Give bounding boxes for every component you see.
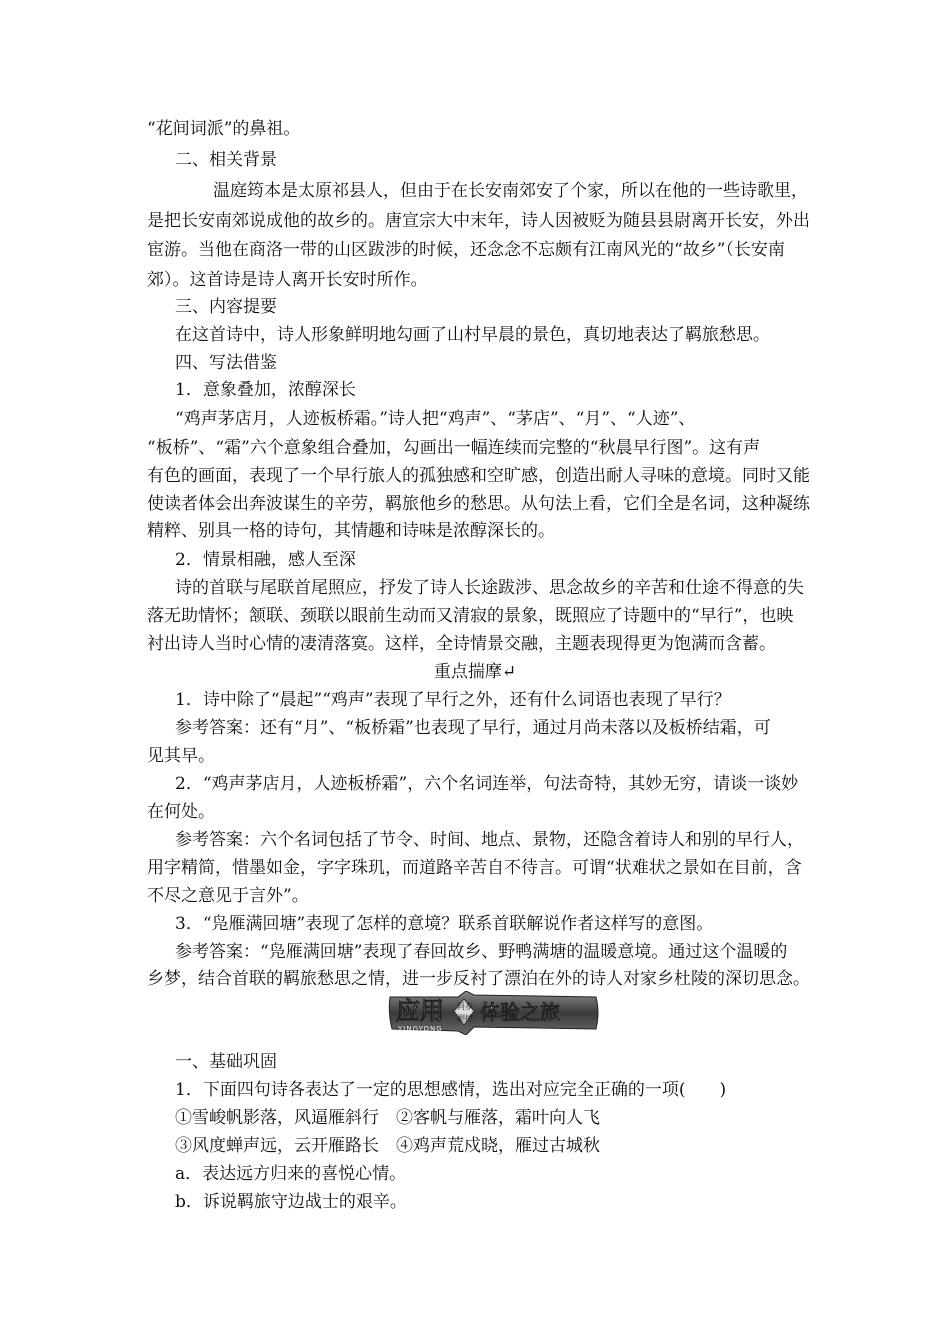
answer-line: 乡梦，结合首联的羁旅愁思之情，进一步反衬了漂泊在外的诗人对家乡杜陵的深切思念。 (147, 969, 810, 989)
text-line: 衬出诗人当时心情的凄清落寞。这样，全诗情景交融，主题表现得更为饱满而含蓄。 (147, 634, 776, 654)
text-line: 诗的首联与尾联首尾照应，抒发了诗人长途跋涉、思念故乡的辛苦和仕途不得意的失 (175, 578, 804, 598)
question-line: 2．“鸡声茅店月，人迹板桥霜”，六个名词连举，句法奇特，其妙无穷，请谈一谈妙 (175, 774, 799, 794)
section-heading: 二、相关背景 (175, 150, 277, 170)
answer-line: 参考答案：还有“月”、“板桥霜”也表现了早行，通过月尚未落以及板桥结霜，可 (175, 718, 771, 738)
text-line: 落无助情怀；颔联、颈联以眼前生动而又清寂的景象，既照应了诗题中的“早行”，也映 (147, 606, 794, 626)
text-line: 使读者体会出奔波谋生的辛劳，羁旅他乡的愁思。从句法上看，它们全是名词，这种凝练 (147, 494, 810, 514)
option-line: ③风度蝉声远，云开雁路长 ④鸡声荒戍晓，雁过古城秋 (175, 1136, 600, 1156)
question-line: 在何处。 (147, 802, 215, 822)
question-line: 3．“凫雁满回塘”表现了怎样的意境？联系首联解说作者这样写的意图。 (175, 914, 714, 934)
sub-heading: 2．情景相融，感人至深 (175, 550, 356, 570)
answer-line: 不尽之意见于言外”。 (147, 886, 309, 906)
question-line: 1．诗中除了“晨起”“鸡声”表现了早行之外，还有什么词语也表现了早行？ (175, 690, 731, 710)
answer-line: 参考答案：“凫雁满回塘”表现了春回故乡、野鸭满塘的温暖意境。通过这个温暖的 (175, 942, 788, 962)
banner-right-text: 体验之旅 (480, 1000, 560, 1024)
option-line: b．诉说羁旅守边战士的艰辛。 (175, 1192, 407, 1212)
option-line: ①雪峻帆影落，风逼雁斜行 ②客帆与雁落，霜叶向人飞 (175, 1108, 600, 1128)
section-heading: 四、写法借鉴 (175, 353, 277, 373)
banner-small-bottom: 测控 (457, 1014, 473, 1023)
text-line: 宦游。当他在商洛一带的山区跋涉的时候，还念念不忘颇有江南风光的“故乡”（长安南 (147, 240, 785, 260)
text-line: “板桥”、“霜”六个意象组合叠加，勾画出一幅连续而完整的“秋晨早行图”。这有声 (147, 438, 761, 458)
sub-heading: 1．意象叠加，浓醇深长 (175, 380, 356, 400)
text-line: 是把长安南郊说成他的故乡的。唐宣宗大中末年，诗人因被贬为随县县尉离开长安，外出 (147, 211, 810, 231)
section-heading: 一、基础巩固 (175, 1052, 277, 1072)
banner-main-text: 应用 (396, 997, 444, 1025)
text-line: “花间词派”的鼻祖。 (147, 119, 301, 139)
text-line: “鸡声茅店月，人迹板桥霜。”诗人把“鸡声”、“茅店”、“月”、“人迹”、 (175, 409, 696, 429)
text-line: 有色的画面，表现了一个早行旅人的孤独感和空旷感，创造出耐人寻味的意境。同时又能 (147, 466, 810, 486)
text-line: 精粹、别具一格的诗句，其情趣和诗味是浓醇深长的。 (147, 521, 555, 541)
section-heading: 三、内容提要 (175, 297, 277, 317)
section-banner (388, 991, 600, 1035)
question-line: 1．下面四句诗各表达了一定的思想感情，选出对应完全正确的一项( ) (175, 1080, 727, 1100)
banner-small-top: 同步 (457, 1002, 473, 1011)
text-line: 在这首诗中，诗人形象鲜明地勾画了山村早晨的景色，真切地表达了羁旅愁思。 (175, 325, 770, 345)
key-points-heading: 重点揣摩↵ (433, 662, 517, 682)
answer-line: 见其早。 (147, 746, 215, 766)
text-line: 温庭筠本是太原祁县人，但由于在长安南郊安了个家，所以在他的一些诗歌里， (213, 181, 808, 201)
option-line: a．表达远方归来的喜悦心情。 (175, 1164, 407, 1184)
text-line: 郊）。这首诗是诗人离开长安时所作。 (147, 270, 428, 290)
answer-line: 参考答案：六个名词包括了节令、时间、地点、景物，还隐含着诗人和别的早行人， (175, 830, 804, 850)
answer-line: 用字精简，惜墨如金，字字珠玑，而道路辛苦自不待言。可谓“状难状之景如在目前，含 (147, 858, 802, 878)
banner-pinyin: YINGYONG (398, 1025, 443, 1033)
